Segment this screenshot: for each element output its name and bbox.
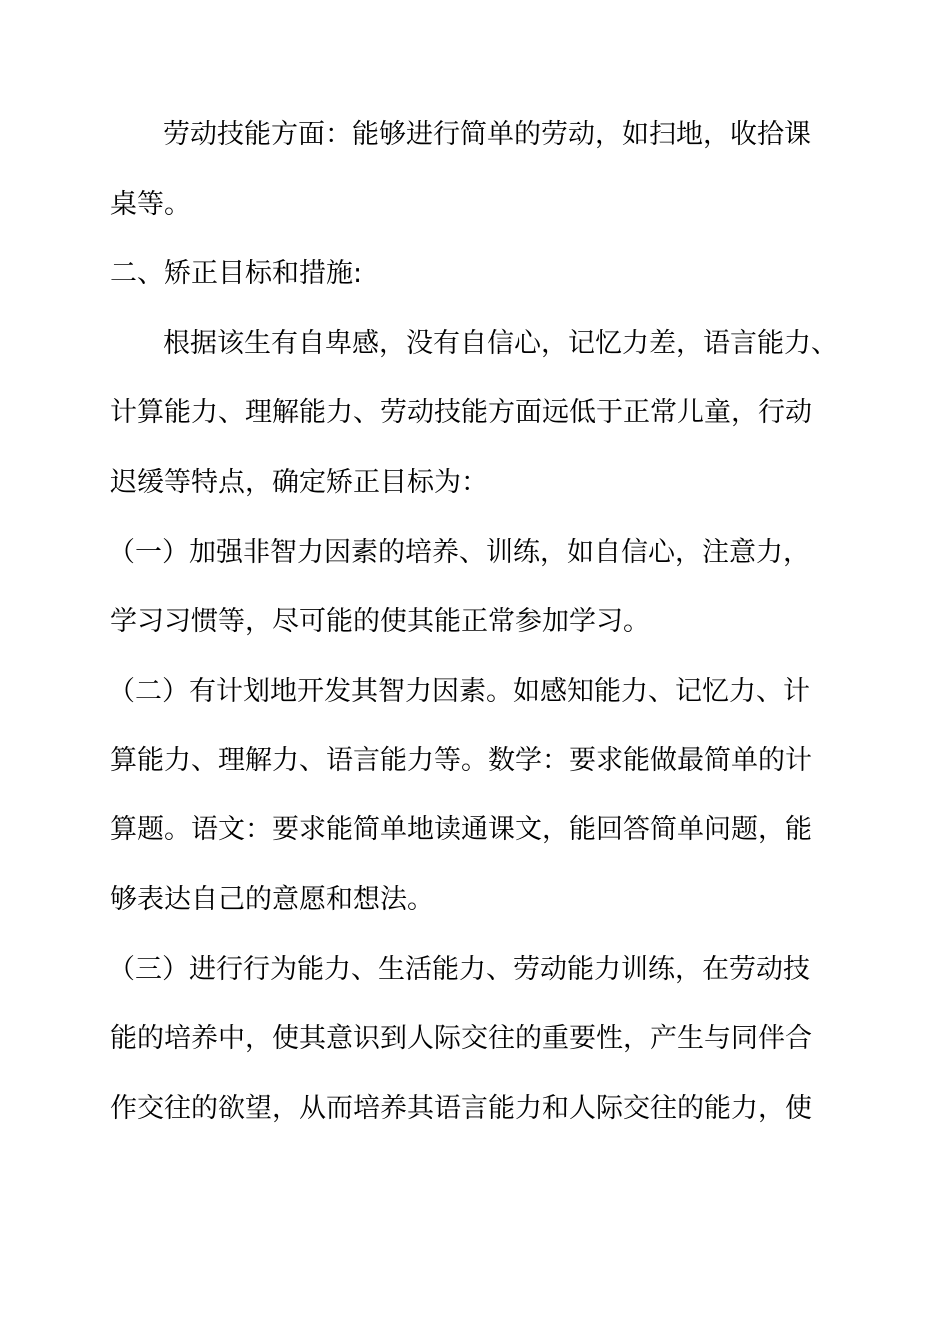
list-item-line: 作交往的欲望，从而培养其语言能力和人际交往的能力，使: [110, 1093, 812, 1124]
list-item-line: 够表达自己的意愿和想法。: [110, 884, 434, 915]
paragraph-line: 计算能力、理解能力、劳动技能方面远低于正常儿童，行动: [110, 397, 812, 428]
paragraph-line: 根据该生有自卑感，没有自信心，记忆力差，语言能力、: [163, 328, 838, 359]
paragraph-line: 劳动技能方面：能够进行简单的劳动，如扫地，收拾课: [163, 119, 811, 150]
list-item-line: （三）进行行为能力、生活能力、劳动能力训练，在劳动技: [108, 954, 810, 985]
list-item-line: （一）加强非智力因素的培养、训练，如自信心，注意力，: [108, 537, 810, 568]
paragraph-line: 迟缓等特点，确定矫正目标为：: [110, 467, 488, 498]
paragraph-line: 桌等。: [110, 189, 191, 220]
list-item-line: 算题。语文：要求能简单地读通课文，能回答简单问题，能: [110, 814, 812, 845]
list-item-line: （二）有计划地开发其智力因素。如感知能力、记忆力、计: [108, 676, 810, 707]
list-item-line: 算能力、理解力、语言能力等。数学：要求能做最简单的计: [110, 745, 812, 776]
section-heading: 二、矫正目标和措施:: [110, 258, 363, 289]
list-item-line: 能的培养中，使其意识到人际交往的重要性，产生与同伴合: [110, 1023, 812, 1054]
list-item-line: 学习习惯等，尽可能的使其能正常参加学习。: [110, 606, 650, 637]
